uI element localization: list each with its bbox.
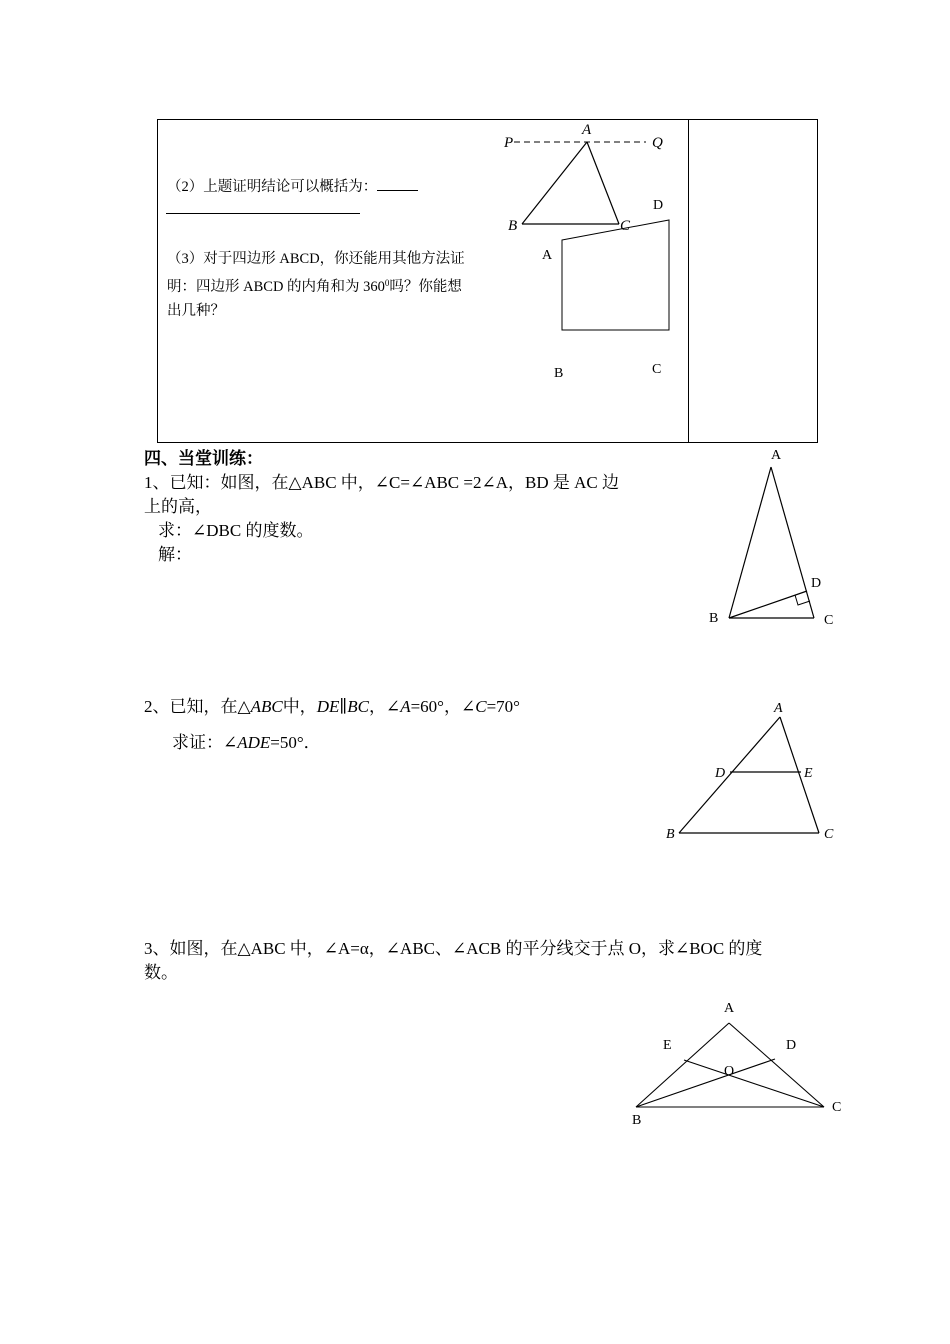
problem-1-line-2: 上的高， — [144, 497, 212, 516]
label-a: A — [582, 122, 592, 138]
p3-label-b: B — [632, 1113, 642, 1128]
p3-label-e: E — [663, 1038, 672, 1053]
problem-3-line-1: 3、如图，在△ABC 中，∠A=α，∠ABC、∠ACB 的平分线交于点 O，求∠BOC 的度 — [144, 939, 763, 958]
p2-label-c: C — [824, 827, 834, 842]
p1-label-b: B — [709, 611, 719, 626]
label-p: P — [504, 135, 514, 151]
question-3-line-3: 出几种？ — [167, 303, 225, 319]
p1-label-a: A — [771, 448, 782, 463]
p1-side-ab — [729, 467, 771, 618]
label-q: Q — [652, 135, 663, 151]
problem-2-given: 2、已知，在△ABC中，DE∥BC，∠A=60°，∠C=70° — [144, 697, 520, 716]
p2-side-ab — [679, 717, 780, 833]
p2-label-a: A — [774, 701, 783, 716]
p2-label-e: E — [804, 766, 813, 781]
p1-side-ac — [771, 467, 814, 618]
quad-label-d: D — [653, 198, 664, 213]
section-heading: 四、当堂训练： — [144, 449, 263, 468]
problem-3 — [144, 937, 762, 985]
side-ac — [587, 142, 619, 224]
quadrilateral-abcd — [562, 220, 669, 330]
question-3-line-1: （3）对于四边形 ABCD，你还能用其他方法证 — [167, 251, 465, 267]
p3-side-ab — [636, 1023, 729, 1107]
side-ab — [522, 142, 587, 224]
p1-label-c: C — [824, 613, 834, 628]
p2-label-d: D — [715, 766, 726, 781]
label-b: B — [508, 218, 518, 234]
p1-label-d: D — [811, 576, 822, 591]
label-c: C — [620, 218, 631, 234]
question-2-label: （2）上题证明结论可以概括为： — [167, 179, 378, 195]
p3-label-d: D — [786, 1038, 797, 1053]
p2-label-b: B — [666, 827, 675, 842]
problem-1-line-1: 1、已知：如图，在△ABC 中，∠C=∠ABC =2∠A，BD 是 AC 边 — [144, 473, 619, 492]
p2-side-ac — [780, 717, 819, 833]
problem-3-line-2: 数。 — [144, 963, 178, 982]
p3-label-c: C — [832, 1100, 842, 1115]
problem-1 — [144, 471, 619, 567]
problem-1-ask: 求：∠DBC 的度数。 — [158, 521, 314, 540]
quad-label-b: B — [554, 366, 564, 381]
question-3-line-2: 明：四边形 ABCD 的内角和为 $360^0$吗？你能想 — [167, 278, 462, 295]
quad-label-c: C — [652, 362, 662, 377]
quad-label-a: A — [542, 248, 553, 263]
p3-side-ac — [729, 1023, 824, 1107]
p3-label-o: O — [724, 1064, 735, 1079]
problem-1-solve: 解： — [158, 545, 192, 564]
problem-2-prove: 求证：∠ADE=50°． — [172, 733, 321, 752]
p3-label-a: A — [724, 1001, 735, 1016]
